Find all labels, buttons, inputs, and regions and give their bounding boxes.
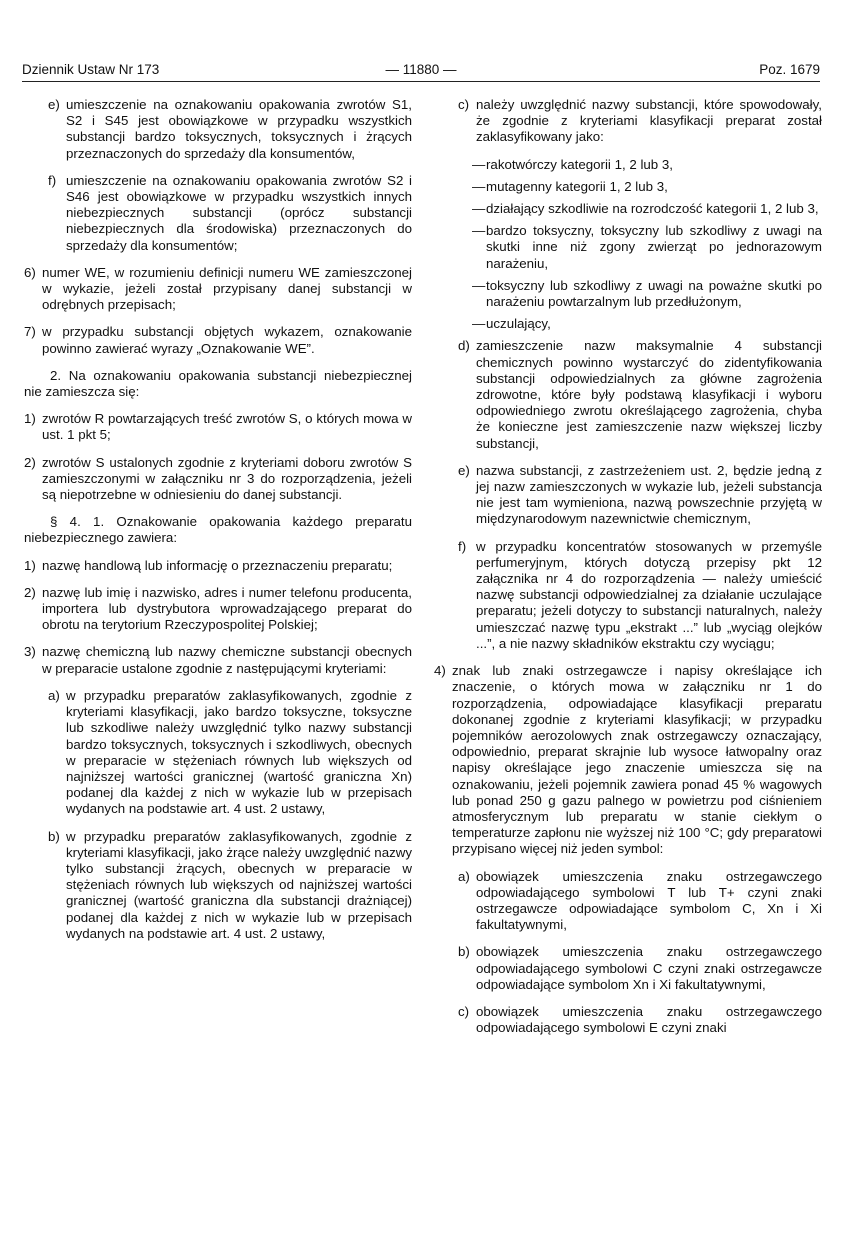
header-rule: [22, 81, 820, 82]
dash-list-item: [434, 201, 822, 217]
list-item-text: znak lub znaki ostrzegawcze i napisy określające ich znaczenie, o których mowa w załączniku nr 1 do rozporządzenia, odpowiadające klasyfikacji preparatu dokonanej zgodnie z kryteriami klasyfikacji; w przypadku pojemników aerozolowych znak ostrzegawczy oznaczający, odpowiednio, preparat skrajnie lub wysoce łatwopalny oraz napisy określające jego znaczenie umieszcza się na oznakowaniu, jeżeli pojemnik zawiera ponad 45 % wagowych lub ponad 250 g gazu palnego w powietrzu pod ciśnieniem atmosferycznym lub preparatu w stanie ciekłym o temperaturze zapłonu nie wyższej niż 100 °C; gdy preparatowi przypisano więcej niż jeden symbol:: [452, 663, 822, 857]
list-item-text: zwrotów R powtarzających treść zwrotów S, o których mowa w ust. 1 pkt 5;: [42, 411, 412, 443]
list-item-label: f): [458, 538, 467, 554]
list-item-label: c): [458, 97, 470, 112]
position-number: Poz. 1679: [759, 62, 820, 77]
list-item: [24, 585, 412, 634]
list-item-text: uczulający,: [486, 316, 551, 332]
list-item-label: e): [458, 462, 470, 478]
list-item-text: bardzo toksyczny, toksyczny lub szkodliwy z uwagi na skutki inne niż zgony zwierząt po jednorazowym narażeniu,: [486, 223, 822, 271]
list-item: [24, 324, 412, 356]
list-item-text: umieszczenie na oznakowaniu opakowania zwrotów S1, S2 i S45 jest obowiązkowe w przypadku wszystkich substancji bardzo toksycznych, toksycznych i żrących przeznaczonych do sprzedaży dla konsumentów,: [66, 97, 412, 161]
list-item-text: zwrotów S ustalonych zgodnie z kryteriami doboru zwrotów S zamieszczonymi w załączniku nr 3 do rozporządzenia, jeżeli są niepotrzebne w odniesieniu do danej substancji.: [42, 454, 412, 503]
list-item-text: obowiązek umieszczenia znaku ostrzegawczego odpowiadającego symbolowi E czyni znaki: [476, 1003, 822, 1036]
list-item: [24, 97, 412, 162]
list-item-text: należy uwzględnić nazwy substancji, które spowodowały, że zgodnie z kryteriami klasyfikacji preparat został zaklasyfikowany jako:: [476, 97, 822, 145]
list-item-label: 7): [24, 324, 36, 340]
list-item: [434, 97, 822, 146]
list-item-label: a): [48, 687, 60, 703]
list-item: [434, 338, 822, 451]
list-item-label: b): [458, 944, 470, 960]
list-item: [24, 455, 412, 504]
list-item-label: 6): [24, 264, 36, 280]
list-item: [24, 173, 412, 254]
list-item-label: 1): [24, 557, 36, 573]
list-item-text: umieszczenie na oznakowaniu opakowania zwrotów S2 i S46 jest obowiązkowe w przypadku wszystkich innych niebezpiecznych substancji (oprócz substancji niebezpiecznych dla środowiska) przeznaczonych do sprzedaży dla konsumentów;: [66, 172, 412, 253]
right-column: [434, 97, 822, 1047]
list-item: [24, 411, 412, 443]
list-item-label: —: [472, 223, 486, 239]
list-item-label: —: [472, 156, 486, 172]
list-item-text: rakotwórczy kategorii 1, 2 lub 3,: [486, 156, 673, 172]
list-item-text: w przypadku koncentratów stosowanych w przemyśle perfumeryjnym, których dotyczą przepisy pkt 12 załącznika nr 4 do rozporządzenia — należy umieścić nazwę substancji odpowiedzialnej za działanie uczulające preparatu; jeżeli dotyczy to substancji naturalnych, należy umieszczać nazwę typu „ekstrakt ...” lub „wyciąg olejków ...”, a nie nazwy składników ekstraktu czy wyciągu;: [476, 538, 822, 651]
list-item-text: w przypadku substancji objętych wykazem, oznakowanie powinno zawierać wyrazy „Oznakowanie WE”.: [42, 324, 412, 356]
dash-list-item: [434, 316, 822, 332]
list-item-text: w przypadku preparatów zaklasyfikowanych, zgodnie z kryteriami klasyfikacji, jako bardzo toksyczne, toksyczne lub szkodliwe należy uwzględnić tylko nazwy substancji bardzo toksycznych, toksycznych i szkodliwych, obecnych w preparacie w stężeniach równych lub większych od najniższej wartości granicznej (wartość graniczna Xn) podanej dla każdej z nich w wykazie lub w przepisach wydanych na podstawie art. 4 ust. 2 ustawy,: [66, 687, 412, 817]
list-item-text: w przypadku preparatów zaklasyfikowanych, zgodnie z kryteriami klasyfikacji, jako żrące należy uwzględnić nazwy tylko substancji żrących, obecnych w preparacie w stężeniach równych lub większych od najniższej wartości granicznej (wartość graniczna dla substancji drażniącej) podanej dla każdej z nich w wykazie lub w przepisach wydanych na podstawie art. 4 ust. 2 ustawy,: [66, 828, 412, 941]
list-item-label: 2): [24, 454, 36, 470]
list-item-text: nazwę handlową lub informację o przeznaczeniu preparatu;: [42, 557, 393, 573]
list-item-label: —: [472, 178, 486, 194]
list-item: [24, 688, 412, 818]
list-item-text: numer WE, w rozumieniu definicji numeru WE zamieszczonej w wykazie, jeżeli został przypisany danej substancji w odrębnych przepisach;: [42, 264, 412, 313]
list-item-label: c): [458, 1003, 470, 1019]
list-item-text: toksyczny lub szkodliwy z uwagi na poważne skutki po narażeniu powtarzalnym lub przedłużonym,: [486, 277, 822, 310]
list-item: [24, 829, 412, 942]
list-item-label: —: [472, 277, 486, 293]
journal-title: Dziennik Ustaw Nr 173: [22, 62, 160, 77]
paragraph: 2. Na oznakowaniu opakowania substancji niebezpiecznej nie zamieszcza się:: [24, 367, 412, 400]
dash-list-item: [434, 223, 822, 272]
dash-list-item: [434, 278, 822, 310]
list-item-text: nazwa substancji, z zastrzeżeniem ust. 2, będzie jedną z jej nazw zamieszczonych w wykazie lub, jeżeli substancja nie jest tam wymieniona, nazwą powszechnie przyjętą w międzynarodowym nazewnictwie chemicznym,: [476, 462, 822, 527]
list-item-label: 4): [434, 663, 446, 679]
list-item-text: obowiązek umieszczenia znaku ostrzegawczego odpowiadającego symbolowi C czyni znaki ostrzegawcze odpowiadające symbolom Xn i Xi fakultatywnymi,: [476, 944, 822, 992]
list-item-label: e): [48, 97, 60, 112]
paragraph: § 4. 1. Oznakowanie opakowania każdego preparatu niebezpiecznego zawiera:: [24, 514, 412, 546]
dash-list-item: [434, 157, 822, 173]
list-item-text: działający szkodliwie na rozrodczość kategorii 1, 2 lub 3,: [486, 201, 819, 217]
list-item-text: obowiązek umieszczenia znaku ostrzegawczego odpowiadającego symbolowi T lub T+ czyni znaki ostrzegawcze odpowiadające symbolom C, Xn i Xi fakultatywnymi,: [476, 868, 822, 933]
list-item-text: nazwę chemiczną lub nazwy chemiczne substancji obecnych w preparacie ustalone zgodnie z następującymi kryteriami:: [42, 644, 412, 676]
page-header: [22, 60, 820, 82]
list-item-label: a): [458, 868, 470, 884]
list-item-text: nazwę lub imię i nazwisko, adres i numer telefonu producenta, importera lub dystrybutora wprowadzającego preparat do obrotu na terytorium Rzeczypospolitej Polskiej;: [42, 584, 412, 633]
list-item-text: zamieszczenie nazw maksymalnie 4 substancji chemicznych powinno wystarczyć do zidentyfikowania substancji odpowiedzialnych za główne zagrożenia zdrowotne, które były podstawą klasyfikacji i wyboru odpowiedniego zwrotu określającego zagrożenia, chyba że konieczne jest zamieszczenie nazw większej liczby substancji,: [476, 338, 822, 451]
list-item-label: —: [472, 201, 486, 217]
list-item: [24, 558, 412, 574]
list-item: [434, 944, 822, 993]
list-item-label: 2): [24, 584, 36, 600]
list-item: [434, 663, 822, 857]
list-item: [24, 265, 412, 314]
list-item: [434, 539, 822, 652]
list-item: [434, 463, 822, 528]
dash-list-item: [434, 179, 822, 195]
list-item-label: 3): [24, 644, 36, 660]
list-item: [434, 869, 822, 934]
page-number: — 11880 —: [385, 62, 457, 77]
list-item-text: mutagenny kategorii 1, 2 lub 3,: [486, 178, 668, 194]
list-item-label: —: [472, 316, 486, 332]
list-item-label: b): [48, 828, 60, 844]
list-item-label: f): [48, 172, 57, 188]
list-item-label: 1): [24, 411, 36, 427]
left-column: [24, 97, 412, 953]
list-item: [434, 1004, 822, 1036]
list-item: [24, 644, 412, 676]
list-item-label: d): [458, 338, 470, 354]
